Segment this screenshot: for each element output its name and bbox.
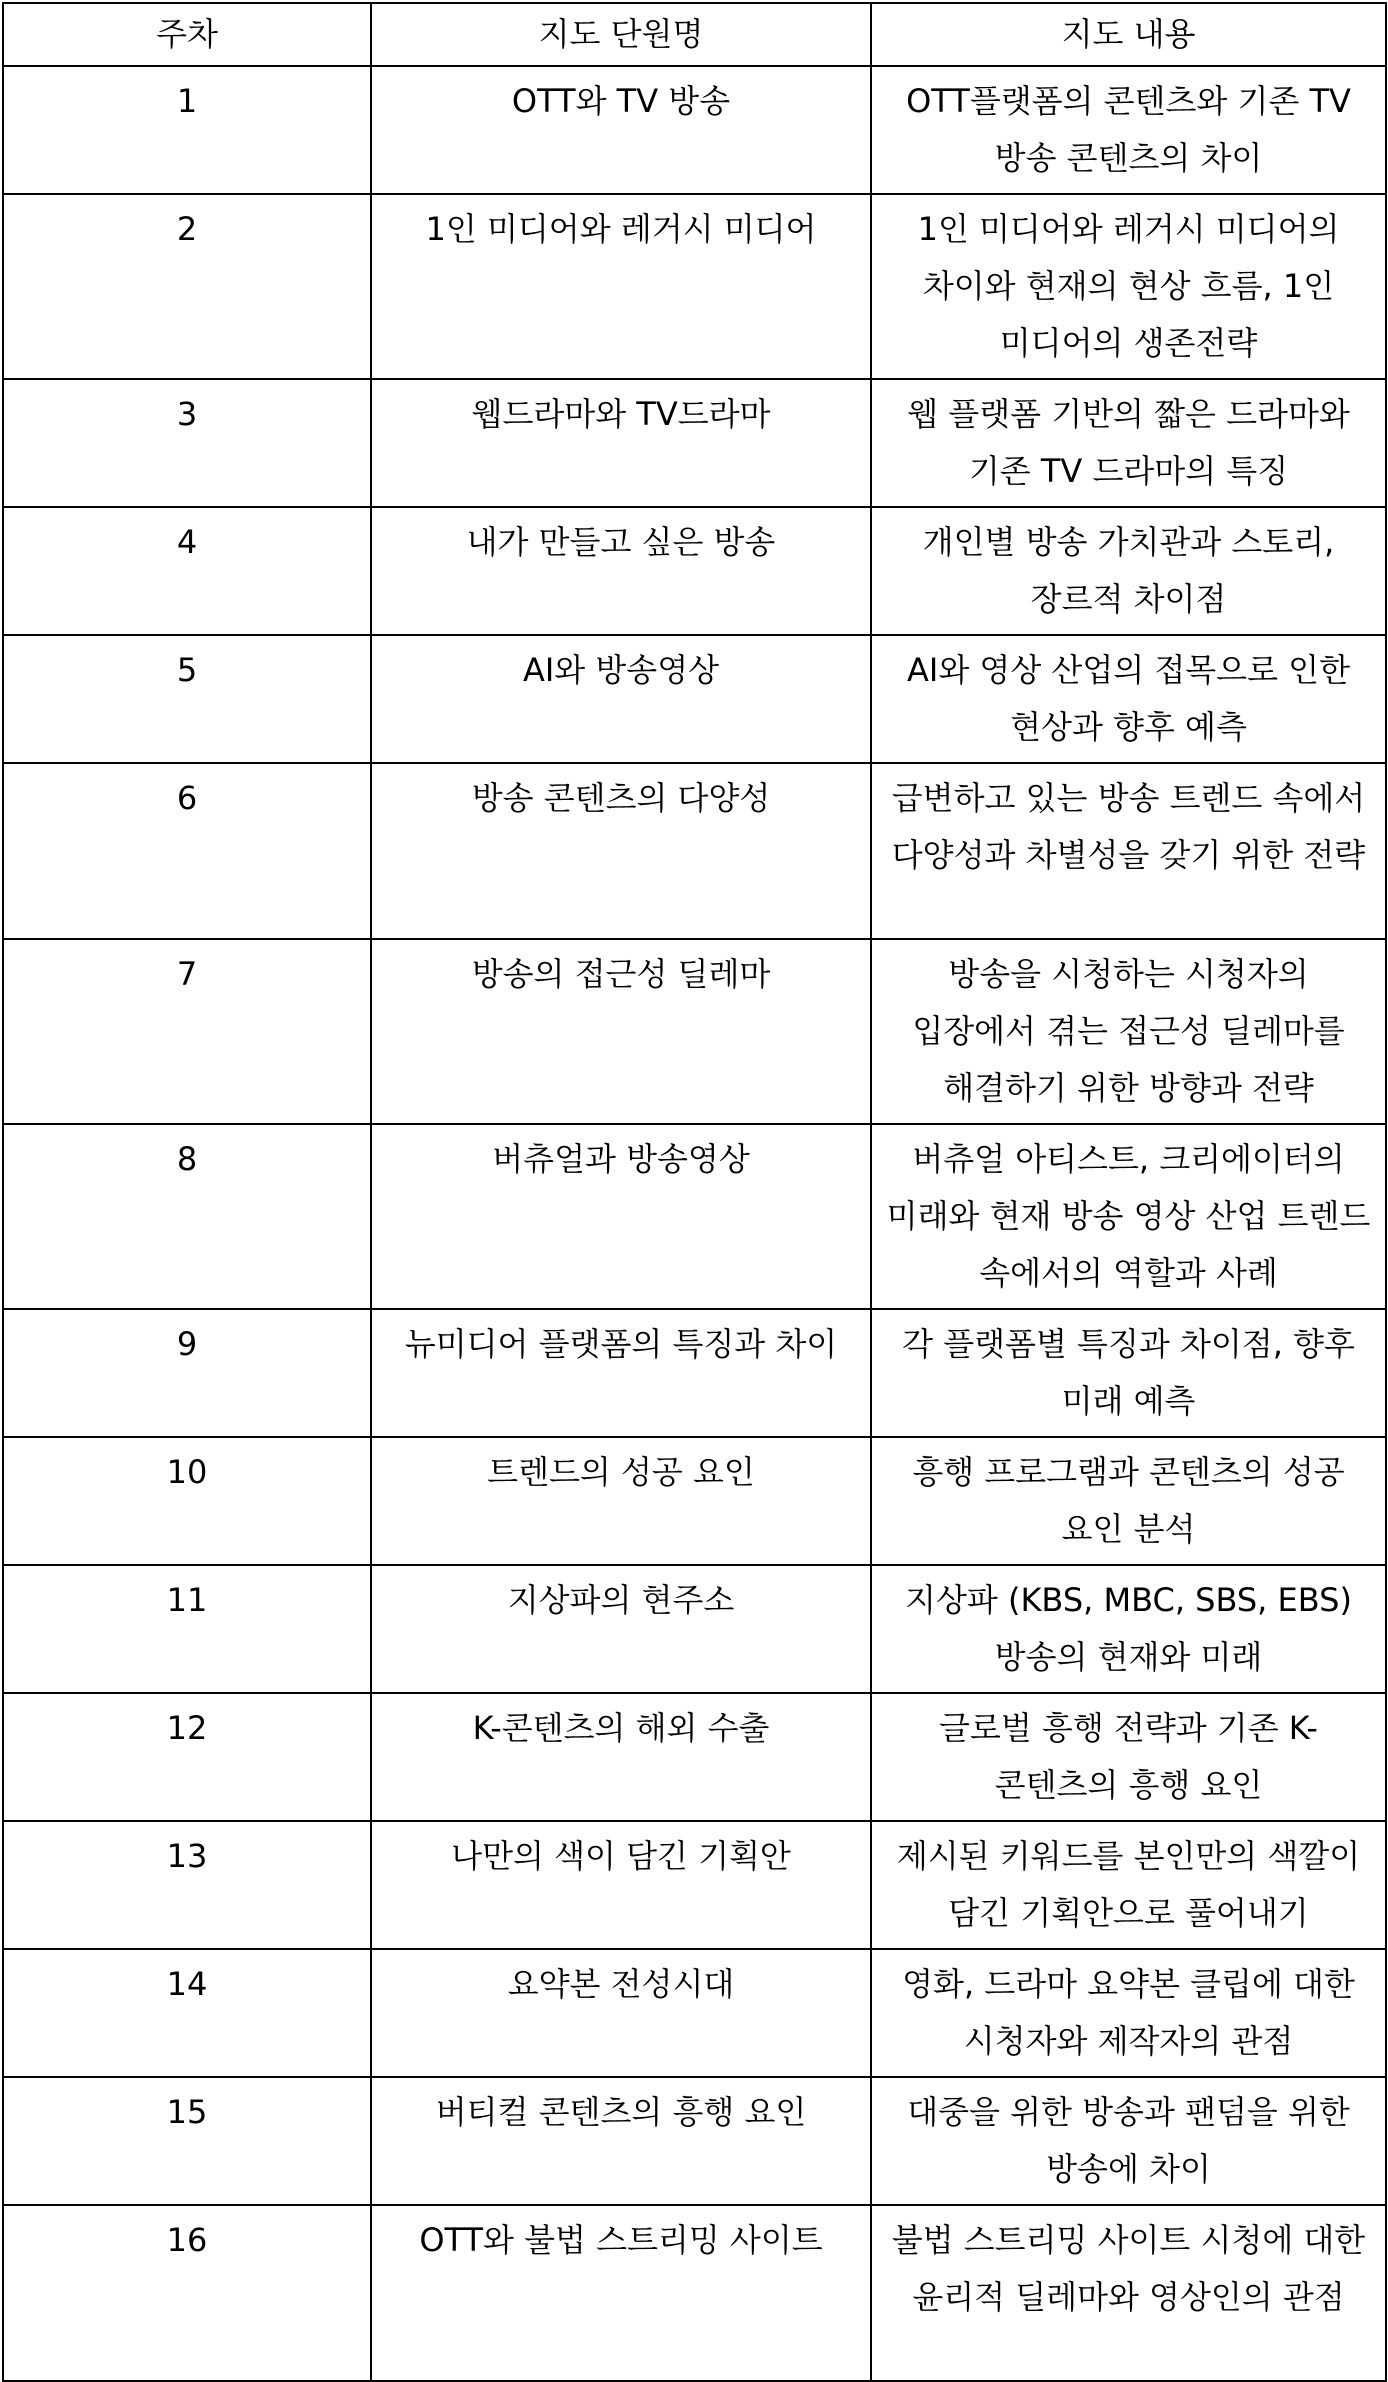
table-row	[3, 1565, 1386, 1693]
table-row	[3, 635, 1386, 763]
unit-cell: AI와 방송영상	[371, 635, 871, 763]
content-cell: 방송을 시청하는 시청자의 입장에서 겪는 접근성 딜레마를 해결하기 위한 방향과 전략	[871, 939, 1386, 1124]
week-cell: 9	[3, 1309, 371, 1437]
table-row	[3, 939, 1386, 1124]
table-row	[3, 2077, 1386, 2205]
content-cell: 버츄얼 아티스트, 크리에이터의 미래와 현재 방송 영상 산업 트렌드 속에서의 역할과 사례	[871, 1124, 1386, 1309]
week-cell: 10	[3, 1437, 371, 1565]
week-cell: 11	[3, 1565, 371, 1693]
table-header-row	[3, 3, 1386, 66]
week-cell: 12	[3, 1693, 371, 1821]
header-content: 지도 내용	[871, 3, 1386, 66]
unit-cell: 뉴미디어 플랫폼의 특징과 차이	[371, 1309, 871, 1437]
week-cell: 7	[3, 939, 371, 1124]
unit-cell: 1인 미디어와 레거시 미디어	[371, 194, 871, 379]
content-cell: OTT플랫폼의 콘텐츠와 기존 TV 방송 콘텐츠의 차이	[871, 66, 1386, 194]
content-cell: 웹 플랫폼 기반의 짧은 드라마와 기존 TV 드라마의 특징	[871, 379, 1386, 507]
unit-cell: 지상파의 현주소	[371, 1565, 871, 1693]
unit-cell: 내가 만들고 싶은 방송	[371, 507, 871, 635]
unit-cell: 버티컬 콘텐츠의 흥행 요인	[371, 2077, 871, 2205]
week-cell: 14	[3, 1949, 371, 2077]
unit-cell: 트렌드의 성공 요인	[371, 1437, 871, 1565]
unit-cell: 방송의 접근성 딜레마	[371, 939, 871, 1124]
week-cell: 2	[3, 194, 371, 379]
week-cell: 13	[3, 1821, 371, 1949]
table-row	[3, 1821, 1386, 1949]
table-row	[3, 1693, 1386, 1821]
week-cell: 16	[3, 2205, 371, 2381]
week-cell: 15	[3, 2077, 371, 2205]
curriculum-table	[2, 2, 1387, 2382]
unit-cell: K-콘텐츠의 해외 수출	[371, 1693, 871, 1821]
week-cell: 5	[3, 635, 371, 763]
unit-cell: 나만의 색이 담긴 기획안	[371, 1821, 871, 1949]
content-cell: 흥행 프로그램과 콘텐츠의 성공 요인 분석	[871, 1437, 1386, 1565]
week-cell: 1	[3, 66, 371, 194]
unit-cell: OTT와 불법 스트리밍 사이트	[371, 2205, 871, 2381]
table-row	[3, 1949, 1386, 2077]
content-cell: 각 플랫폼별 특징과 차이점, 향후 미래 예측	[871, 1309, 1386, 1437]
content-cell: 대중을 위한 방송과 팬덤을 위한 방송에 차이	[871, 2077, 1386, 2205]
table-row	[3, 1124, 1386, 1309]
table-row	[3, 194, 1386, 379]
table-row	[3, 763, 1386, 939]
content-cell: 개인별 방송 가치관과 스토리, 장르적 차이점	[871, 507, 1386, 635]
week-cell: 6	[3, 763, 371, 939]
table-row	[3, 2205, 1386, 2381]
unit-cell: 버츄얼과 방송영상	[371, 1124, 871, 1309]
content-cell: AI와 영상 산업의 접목으로 인한 현상과 향후 예측	[871, 635, 1386, 763]
unit-cell: 요약본 전성시대	[371, 1949, 871, 2077]
content-cell: 불법 스트리밍 사이트 시청에 대한 윤리적 딜레마와 영상인의 관점	[871, 2205, 1386, 2381]
content-cell: 1인 미디어와 레거시 미디어의 차이와 현재의 현상 흐름, 1인 미디어의 생존전략	[871, 194, 1386, 379]
content-cell: 급변하고 있는 방송 트렌드 속에서 다양성과 차별성을 갖기 위한 전략	[871, 763, 1386, 939]
unit-cell: 방송 콘텐츠의 다양성	[371, 763, 871, 939]
week-cell: 3	[3, 379, 371, 507]
content-cell: 제시된 키워드를 본인만의 색깔이 담긴 기획안으로 풀어내기	[871, 1821, 1386, 1949]
content-cell: 영화, 드라마 요약본 클립에 대한 시청자와 제작자의 관점	[871, 1949, 1386, 2077]
table-row	[3, 66, 1386, 194]
header-week: 주차	[3, 3, 371, 66]
unit-cell: OTT와 TV 방송	[371, 66, 871, 194]
table-row	[3, 507, 1386, 635]
week-cell: 8	[3, 1124, 371, 1309]
table-row	[3, 379, 1386, 507]
unit-cell: 웹드라마와 TV드라마	[371, 379, 871, 507]
table-row	[3, 1309, 1386, 1437]
content-cell: 글로벌 흥행 전략과 기존 K-콘텐츠의 흥행 요인	[871, 1693, 1386, 1821]
week-cell: 4	[3, 507, 371, 635]
table-row	[3, 1437, 1386, 1565]
content-cell: 지상파 (KBS, MBC, SBS, EBS) 방송의 현재와 미래	[871, 1565, 1386, 1693]
header-unit: 지도 단원명	[371, 3, 871, 66]
